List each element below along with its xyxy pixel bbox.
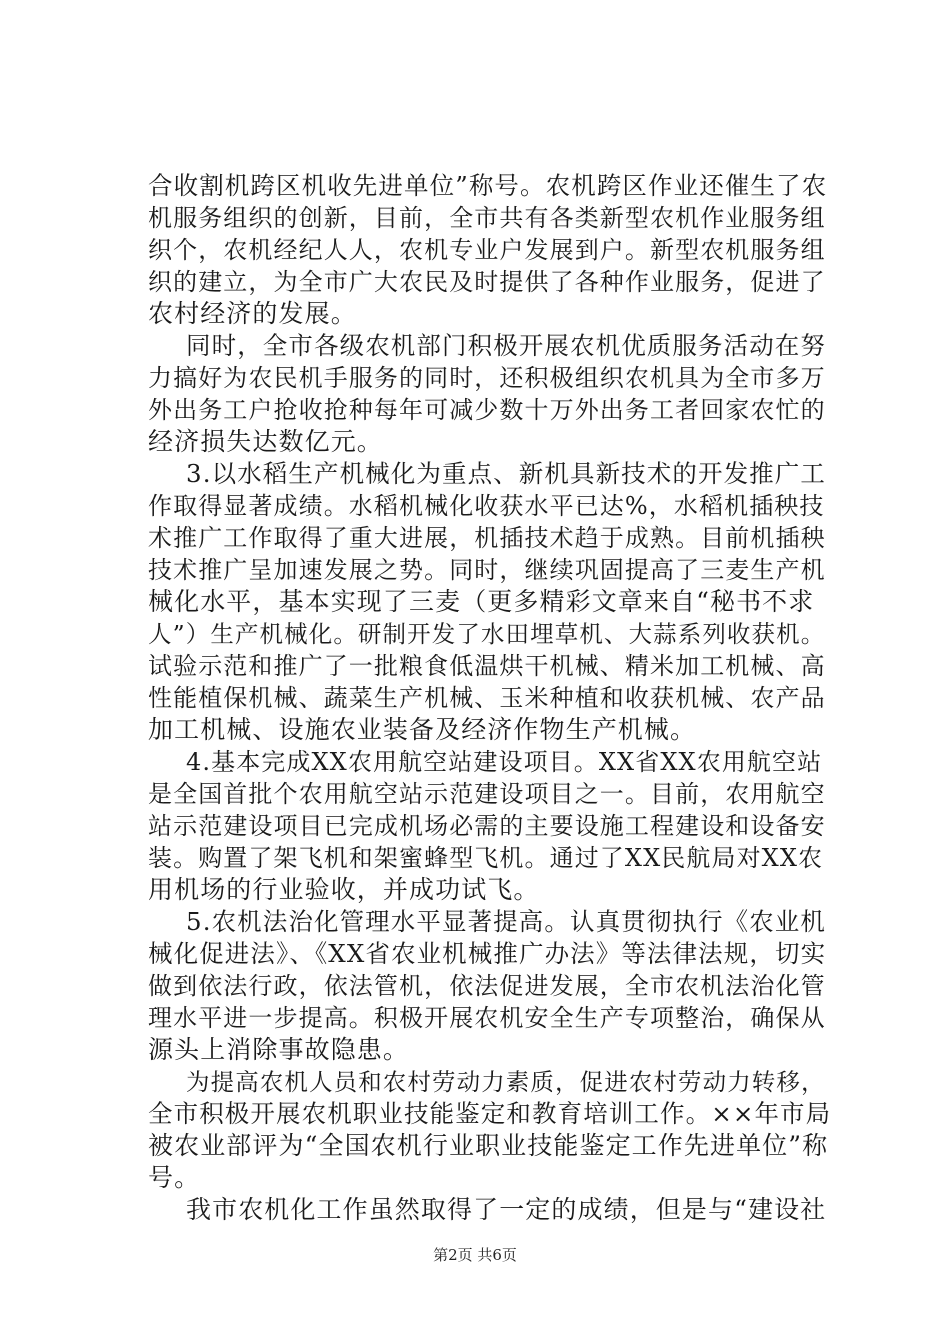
document-body	[148, 170, 832, 1226]
text-line: 性能植保机械、蔬菜生产机械、玉米种植和收获机械、农产品	[148, 684, 826, 712]
text-line: 同时，全市各级农机部门积极开展农机优质服务活动在努	[186, 331, 826, 360]
text-line: 做到依法行政，依法管机，依法促进发展，全市农机法治化管	[148, 972, 826, 1000]
text-line: 3.以水稻生产机械化为重点、新机具新技术的开发推广工	[186, 459, 826, 488]
text-line: 被农业部评为“全国农机行业职业技能鉴定工作先进单位”称	[148, 1131, 829, 1160]
text-line: 机服务组织的创新，目前，全市共有各类新型农机作业服务组	[148, 204, 826, 232]
page-footer: 第2页 共6页	[433, 1246, 517, 1264]
text-line: 我市农机化工作虽然取得了一定的成绩，但是与“建设社	[186, 1195, 827, 1224]
text-line: 加工机械、设施农业装备及经济作物生产机械。	[148, 715, 697, 744]
text-line: 织的建立，为全市广大农民及时提供了各种作业服务，促进了	[148, 268, 826, 296]
text-line: 站示范建设项目已完成机场必需的主要设施工程建设和设备安	[148, 812, 826, 840]
text-line: 用机场的行业验收，并成功试飞。	[148, 875, 540, 904]
text-line: 农村经济的发展。	[148, 299, 357, 328]
text-line: 力搞好为农民机手服务的同时，还积极组织农机具为全市多万	[148, 364, 826, 392]
text-line: 经济损失达数亿元。	[148, 427, 383, 456]
text-line: 源头上消除事故隐患。	[148, 1035, 410, 1064]
text-line: 作取得显著成绩。水稻机械化收获水平已达%，水稻机插秧技	[148, 492, 825, 520]
text-line: 全市积极开展农机职业技能鉴定和教育培训工作。××年市局	[148, 1099, 832, 1128]
text-line: 号。	[148, 1163, 201, 1192]
text-line: 5.农机法治化管理水平显著提高。认真贯彻执行《农业机	[186, 907, 826, 936]
text-line: 械化促进法》、《XX省农业机械推广办法》等法律法规，切实	[148, 939, 827, 968]
text-line: 技术推广呈加速发展之势。同时，继续巩固提高了三麦生产机	[148, 556, 826, 584]
text-line: 为提高农机人员和农村劳动力素质，促进农村劳动力转移，	[186, 1068, 826, 1096]
text-line: 理水平进一步提高。积极开展农机安全生产专项整治，确保从	[148, 1004, 826, 1032]
text-line: 术推广工作取得了重大进展，机插技术趋于成熟。目前机插秧	[148, 524, 826, 552]
text-line: 4.基本完成XX农用航空站建设项目。XX省XX农用航空站	[186, 748, 823, 776]
text-line: 人”）生产机械化。研制开发了水田埋草机、大蒜系列收获机。	[148, 620, 826, 648]
text-line: 是全国首批个农用航空站示范建设项目之一。目前，农用航空	[148, 780, 826, 808]
text-line: 械化水平，基本实现了三麦（更多精彩文章来自“秘书不求	[148, 587, 815, 616]
text-line: 装。购置了架飞机和架蜜蜂型飞机。通过了XX民航局对XX农	[148, 844, 824, 872]
text-line: 试验示范和推广了一批粮食低温烘干机械、精米加工机械、高	[148, 652, 826, 680]
text-line: 合收割机跨区机收先进单位”称号。农机跨区作业还催生了农	[148, 171, 828, 200]
text-line: 外出务工户抢收抢种每年可减少数十万外出务工者回家农忙的	[148, 396, 826, 424]
text-line: 织个，农机经纪人人，农机专业户发展到户。新型农机服务组	[148, 236, 826, 264]
